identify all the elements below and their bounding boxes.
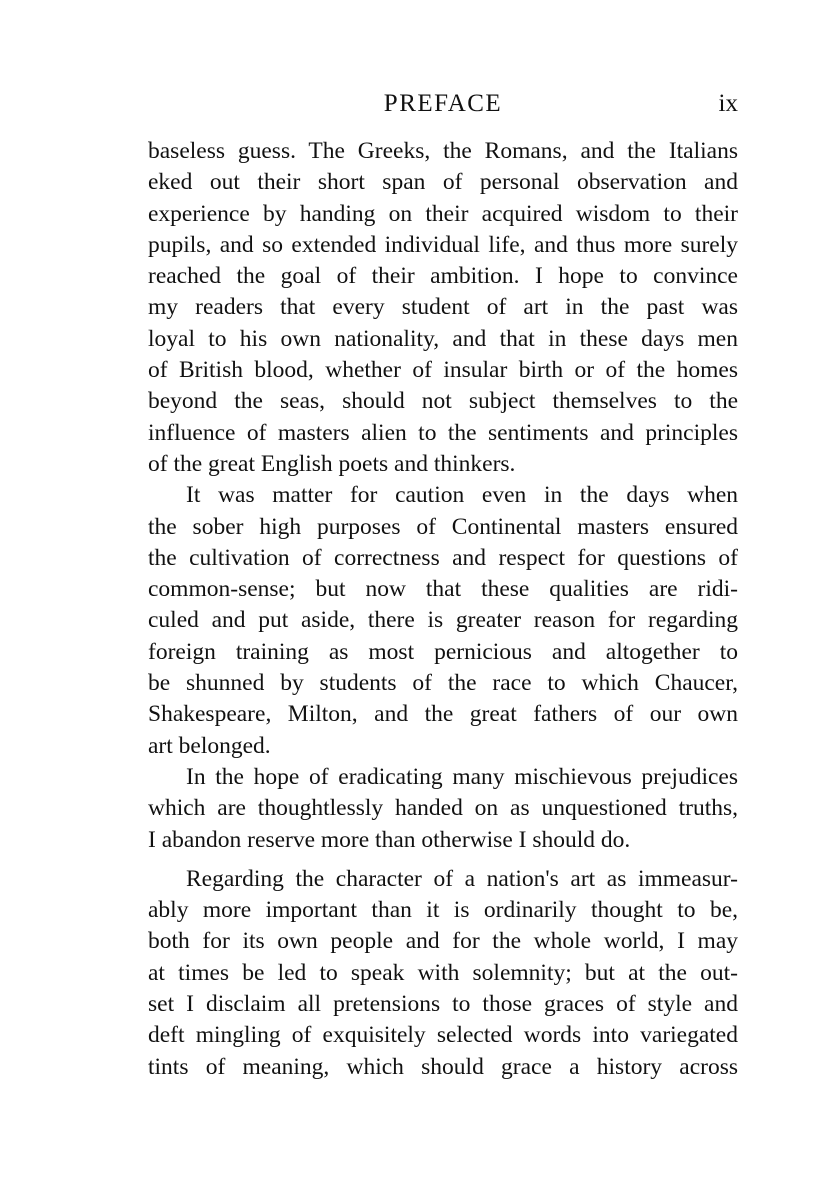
text-line: common-sense; but now that these qualities are ridi- (148, 576, 738, 603)
text-line: ably more important than it is ordinarily thought to be, (148, 897, 738, 924)
text-line: loyal to his own nationality, and that in these days men (148, 325, 738, 352)
text-line: art belonged. (148, 732, 271, 759)
text-line: experience by handing on their acquired wisdom to their (148, 200, 738, 227)
body-text (148, 136, 738, 1083)
text-line: It was matter for caution even in the days when (186, 482, 738, 509)
text-line: pupils, and so extended individual life, and thus more surely (148, 231, 738, 258)
paragraph (148, 480, 738, 762)
running-head (148, 90, 738, 122)
text-line: culed and put aside, there is greater reason for regarding (148, 607, 738, 634)
text-line: foreign training as most pernicious and altogether to (148, 638, 738, 665)
text-line: of British blood, whether of insular birth or of the homes (148, 357, 738, 384)
text-line: deft mingling of exquisitely selected words into variegated (148, 1022, 738, 1049)
paragraph (148, 762, 738, 856)
text-line: of the great English poets and thinkers. (148, 450, 516, 477)
text-line: the cultivation of correctness and respect for questions of (148, 544, 738, 571)
text-line: beyond the seas, should not subject themselves to the (148, 388, 738, 415)
text-line: at times be led to speak with solemnity; but at the out- (148, 959, 738, 986)
text-line: I abandon reserve more than otherwise I should do. (148, 826, 631, 853)
paragraph-gap (148, 856, 738, 864)
paragraph (148, 136, 738, 480)
text-line: eked out their short span of personal observation and (148, 169, 738, 196)
text-line: both for its own people and for the whole world, I may (148, 928, 738, 955)
text-line: be shunned by students of the race to which Chaucer, (148, 670, 738, 697)
text-line: which are thoughtlessly handed on as unquestioned truths, (148, 795, 738, 822)
text-line: Shakespeare, Milton, and the great fathers of our own (148, 701, 738, 728)
text-line: reached the goal of their ambition. I hope to convince (148, 263, 738, 290)
text-line: baseless guess. The Greeks, the Romans, and the Italians (148, 138, 738, 164)
running-title: PREFACE (383, 90, 503, 117)
text-line: the sober high purposes of Continental masters ensured (148, 513, 738, 540)
text-line: tints of meaning, which should grace a history across (148, 1053, 738, 1080)
text-line: set I disclaim all pretensions to those graces of style and (148, 991, 738, 1018)
text-line: In the hope of eradicating many mischievous prejudices (186, 763, 738, 790)
text-line: influence of masters alien to the sentiments and principles (148, 419, 738, 446)
paragraph (148, 864, 738, 1083)
page-number: ix (718, 90, 738, 117)
text-line: my readers that every student of art in the past was (148, 294, 738, 321)
text-line: Regarding the character of a nation's art as immeasur- (186, 865, 738, 892)
